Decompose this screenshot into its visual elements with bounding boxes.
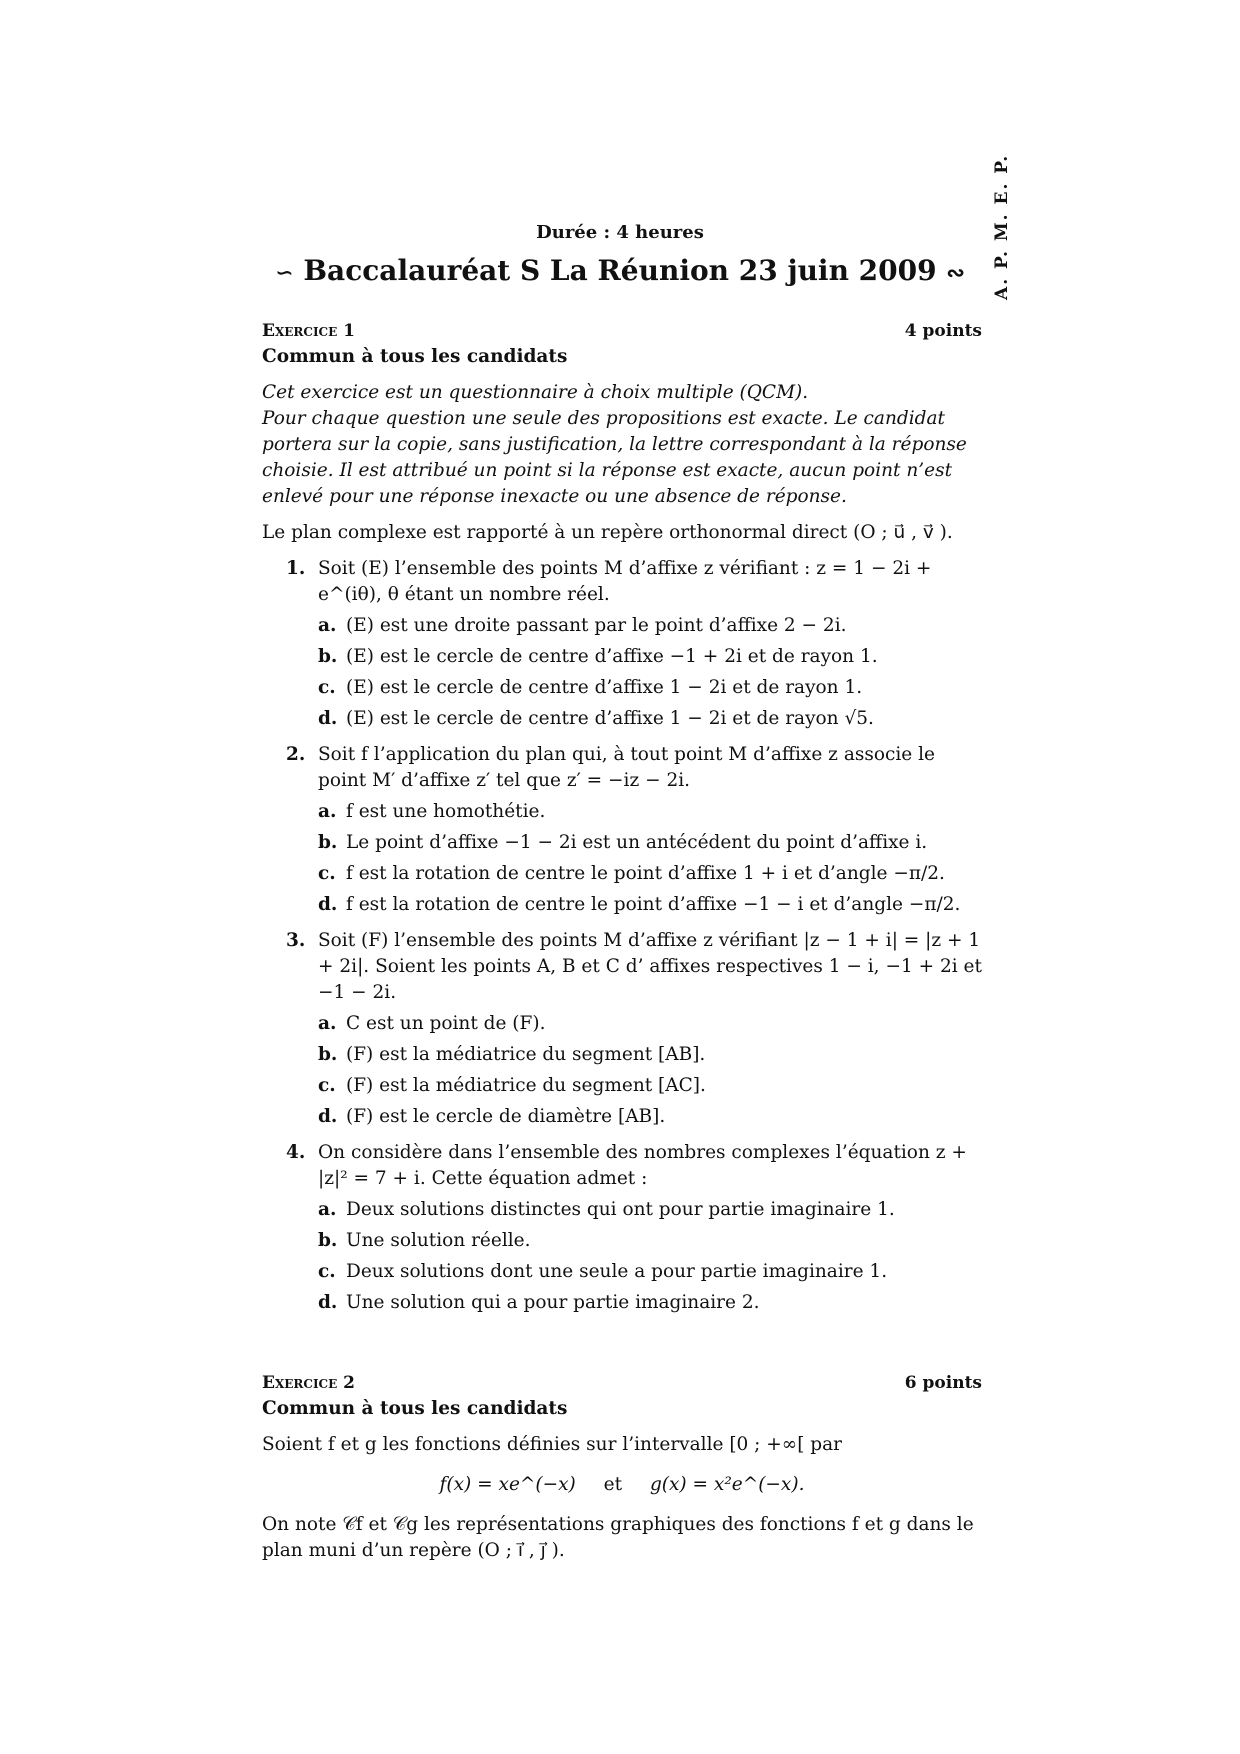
- option-text: Une solution réelle.: [346, 1230, 531, 1251]
- answer-option: [318, 613, 982, 639]
- question-text: Soit (E) l’ensemble des points M d’affixe z vérifiant : z = 1 − 2i + e^(iθ), θ étant un nombre réel.: [318, 558, 932, 605]
- option-text: C est un point de (F).: [346, 1013, 546, 1034]
- option-text: Deux solutions dont une seule a pour partie imaginaire 1.: [346, 1261, 888, 1282]
- formula-f: f(x) = xe^(−x): [439, 1474, 576, 1495]
- option-text: (F) est la médiatrice du segment [AB].: [346, 1044, 706, 1065]
- apmep-side-label: A. P. M. E. P.: [992, 153, 1012, 300]
- instructions-line-2: Pour chaque question une seule des propositions est exacte. Le candidat portera sur la copie, sans justification, la lettre correspondant à la réponse choisie. Il est attribué un point si la réponse est exacte, aucun point n’est enlevé pour une réponse inexacte ou une absence de réponse.: [262, 408, 967, 507]
- answer-option: [318, 830, 982, 856]
- option-letter: a.: [318, 801, 337, 822]
- exercise-2: [262, 1370, 982, 1564]
- answer-option: [318, 1197, 982, 1223]
- option-letter: c.: [318, 1075, 336, 1096]
- option-text: f est une homothétie.: [346, 801, 546, 822]
- exam-title-text: Baccalauréat S La Réunion 23 juin 2009: [303, 254, 937, 287]
- option-text: (F) est la médiatrice du segment [AC].: [346, 1075, 706, 1096]
- exercise-2-header: [262, 1370, 982, 1396]
- option-letter: a.: [318, 615, 337, 636]
- option-text: f est la rotation de centre le point d’affixe −1 − i et d’angle −π/2.: [346, 894, 961, 915]
- option-text: (E) est le cercle de centre d’affixe −1 + 2i et de rayon 1.: [346, 646, 878, 667]
- exercise-1: [262, 318, 982, 1316]
- option-letter: a.: [318, 1013, 337, 1034]
- option-text: (F) est le cercle de diamètre [AB].: [346, 1106, 666, 1127]
- option-letter: d.: [318, 708, 338, 729]
- option-letter: c.: [318, 677, 336, 698]
- question: [262, 1140, 982, 1316]
- answer-option: [318, 1228, 982, 1254]
- option-text: f est la rotation de centre le point d’affixe 1 + i et d’angle −π/2.: [346, 863, 945, 884]
- question: [262, 928, 982, 1130]
- question-number: 4.: [286, 1142, 306, 1163]
- exercise-1-label: Exercice 1: [262, 321, 355, 341]
- ornament-right-icon: ∾: [946, 260, 965, 286]
- option-letter: b.: [318, 1230, 338, 1251]
- question: [262, 556, 982, 732]
- function-definitions: [262, 1472, 982, 1498]
- question-text: On considère dans l’ensemble des nombres complexes l’équation z + |z|² = 7 + i. Cette équation admet :: [318, 1142, 967, 1189]
- option-letter: c.: [318, 1261, 336, 1282]
- option-text: Une solution qui a pour partie imaginaire 2.: [346, 1292, 760, 1313]
- formula-g: g(x) = x²e^(−x).: [649, 1474, 805, 1495]
- answer-option: [318, 1073, 982, 1099]
- option-text: (E) est le cercle de centre d’affixe 1 − 2i et de rayon 1.: [346, 677, 863, 698]
- exam-duration: Durée : 4 heures: [536, 222, 704, 243]
- option-letter: d.: [318, 894, 338, 915]
- option-text: (E) est une droite passant par le point d’affixe 2 − 2i.: [346, 615, 847, 636]
- answer-option: [318, 1104, 982, 1130]
- option-letter: a.: [318, 1199, 337, 1220]
- option-letter: d.: [318, 1106, 338, 1127]
- answer-option: [318, 799, 982, 825]
- exam-title: [0, 254, 1240, 287]
- answer-option: [318, 1011, 982, 1037]
- formula-separator: et: [603, 1474, 623, 1495]
- answer-option: [318, 675, 982, 701]
- option-letter: b.: [318, 832, 338, 853]
- question-number: 1.: [286, 558, 306, 579]
- exercise-1-audience: Commun à tous les candidats: [262, 346, 568, 367]
- option-text: Le point d’affixe −1 − 2i est un antécédent du point d’affixe i.: [346, 832, 928, 853]
- exercise-1-instructions: [262, 380, 982, 510]
- question-text: Soit (F) l’ensemble des points M d’affixe z vérifiant |z − 1 + i| = |z + 1 + 2i|. Soient les points A, B et C d’ affixes respectives 1 − i, −1 + 2i et −1 − 2i.: [318, 930, 982, 1003]
- question-list: [262, 556, 982, 1316]
- option-text: Deux solutions distinctes qui ont pour partie imaginaire 1.: [346, 1199, 895, 1220]
- answer-option: [318, 861, 982, 887]
- option-letter: b.: [318, 646, 338, 667]
- answer-option: [318, 706, 982, 732]
- exercise-1-context: Le plan complexe est rapporté à un repère orthonormal direct (O ; u⃗ , v⃗ ).: [262, 522, 953, 543]
- exercise-2-audience: Commun à tous les candidats: [262, 1398, 568, 1419]
- instructions-line-1: Cet exercice est un questionnaire à choix multiple (QCM).: [262, 382, 809, 403]
- question-number: 2.: [286, 744, 306, 765]
- exercise-1-points: 4 points: [904, 321, 982, 341]
- question-number: 3.: [286, 930, 306, 951]
- answer-option: [318, 1042, 982, 1068]
- answer-option: [318, 892, 982, 918]
- exercise-2-intro: Soient f et g les fonctions définies sur l’intervalle [0 ; +∞[ par: [262, 1434, 843, 1455]
- option-letter: d.: [318, 1292, 338, 1313]
- answer-option: [318, 1259, 982, 1285]
- answer-option: [318, 644, 982, 670]
- option-letter: c.: [318, 863, 336, 884]
- exercise-2-note: On note 𝒞f et 𝒞g les représentations graphiques des fonctions f et g dans le plan muni d’un repère (O ; ı⃗ , ȷ⃗ ).: [262, 1514, 974, 1561]
- option-text: (E) est le cercle de centre d’affixe 1 − 2i et de rayon √5.: [346, 708, 874, 729]
- exercise-1-header: [262, 318, 982, 344]
- option-letter: b.: [318, 1044, 338, 1065]
- question-text: Soit f l’application du plan qui, à tout point M d’affixe z associe le point M′ d’affixe z′ tel que z′ = −iz − 2i.: [318, 744, 935, 791]
- answer-option: [318, 1290, 982, 1316]
- question: [262, 742, 982, 918]
- exercise-2-label: Exercice 2: [262, 1373, 355, 1393]
- ornament-left-icon: ∽: [275, 260, 294, 286]
- exercise-2-points: 6 points: [904, 1373, 982, 1393]
